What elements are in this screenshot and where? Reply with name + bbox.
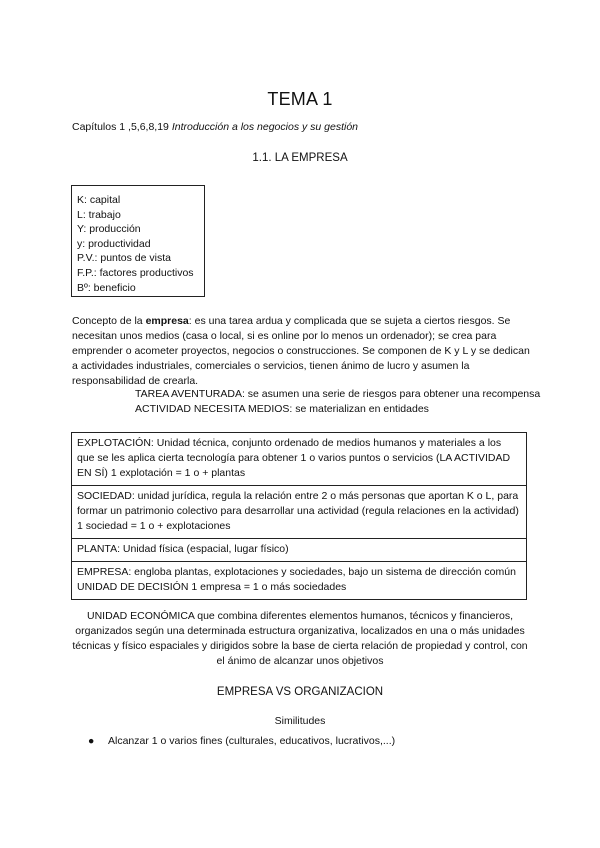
abbreviation-item: Bº: beneficio	[77, 281, 136, 294]
chapter-reference	[72, 121, 358, 133]
abbreviation-item: y: productividad	[77, 237, 151, 250]
note-tarea-aventurada: TAREA AVENTURADA: se asumen una serie de riesgos para obtener una recompensa	[135, 388, 541, 400]
chapter-list: Capítulos 1 ,5,6,8,19	[72, 121, 169, 133]
concepto-term: empresa	[145, 315, 189, 327]
abbreviation-item: F.P.: factores productivos	[77, 266, 194, 279]
definition-explotacion: EXPLOTACIÓN: Unidad técnica, conjunto ordenado de medios humanos y materiales a los que se les aplica cierta tecnología para obtener 1 o varios puntos o servicios (LA ACTIVIDAD EN SÍ) 1 explotación = 1 o + plantas	[72, 433, 526, 486]
abbreviations-box	[71, 185, 205, 297]
concepto-body: : es una tarea ardua y complicada que se sujeta a ciertos riesgos. Se necesitan unos medios (casa o local, si es online por lo menos un ordenador); se crea para emprender o acometer proyectos, negocios o construcciones. Se componen de K y L y se dedican a actividades industriales, comerciales o servicios, tienen ánimo de lucro y asumen la responsabilidad de crearla.	[72, 315, 530, 387]
definition-planta: PLANTA: Unidad física (espacial, lugar físico)	[72, 539, 526, 562]
page-title: TEMA 1	[267, 89, 333, 109]
abbreviation-item: K: capital	[77, 194, 121, 206]
section-heading-empresa-vs-organizacion: EMPRESA VS ORGANIZACION	[216, 686, 384, 698]
concepto-paragraph	[72, 314, 532, 389]
unidad-economica-paragraph: UNIDAD ECONÓMICA que combina diferentes elementos humanos, técnicos y financieros, organizados según una determinada estructura organizativa, localizados en una o más unidades técnicas y físico espaciales y dirigidos sobre la base de cierta relación de propiedad y control, con el ánimo de alcanzar unos objetivos	[72, 610, 528, 667]
list-item	[88, 735, 395, 747]
abbreviation-item: Y: producción	[77, 223, 141, 236]
definition-empresa: EMPRESA: engloba plantas, explotaciones y sociedades, bajo un sistema de dirección común UNIDAD DE DECISIÓN 1 empresa = 1 o más sociedades	[77, 566, 516, 593]
similitudes-heading: Similitudes	[274, 715, 326, 727]
definition-sociedad: SOCIEDAD: unidad jurídica, regula la relación entre 2 o más personas que aportan K o L, para formar un patrimonio colectivo para desarrollar una actividad (regula relaciones en la actividad) 1 sociedad = 1 o + explotaciones	[72, 486, 526, 539]
abbreviation-item: P.V.: puntos de vista	[77, 252, 171, 265]
definitions-table	[71, 432, 527, 600]
concepto-prefix: Concepto de la	[72, 315, 146, 327]
section-heading-la-empresa: 1.1. LA EMPRESA	[252, 152, 348, 164]
list-item-text: Alcanzar 1 o varios fines (culturales, educativos, lucrativos,...)	[108, 735, 396, 747]
book-title: Introducción a los negocios y su gestión	[171, 121, 359, 133]
abbreviation-item: L: trabajo	[77, 208, 121, 221]
bullet-icon: ●	[88, 735, 95, 747]
note-actividad-medios: ACTIVIDAD NECESITA MEDIOS: se materializan en entidades	[135, 403, 429, 415]
